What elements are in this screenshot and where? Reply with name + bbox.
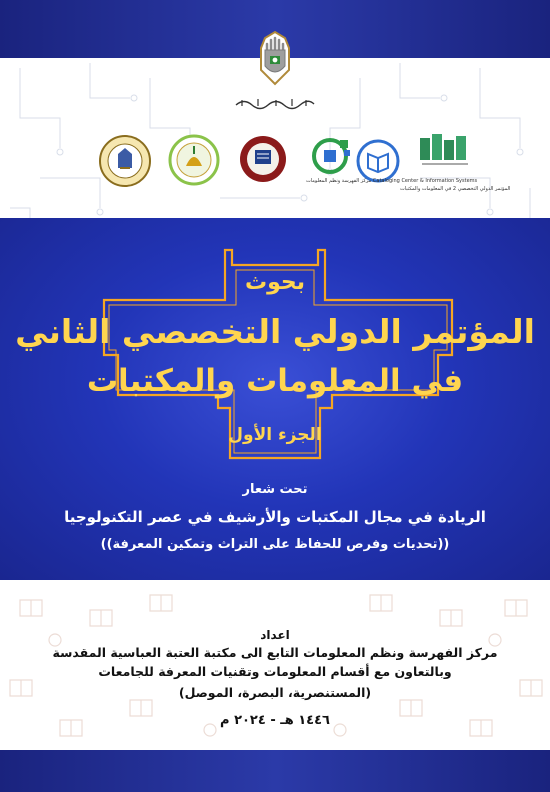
slogan-lead: تحت شعار <box>242 482 308 497</box>
prepared-by-line-3: (المستنصرية، البصرة، الموصل) <box>178 685 372 700</box>
publication-date: ١٤٤٦ هـ - ٢٠٢٤ م <box>220 713 330 728</box>
conference-2-caption: المؤتمر الدولي التخصصي 2 في المعلومات والمكتبات <box>400 186 511 192</box>
title-conference: المؤتمر الدولي التخصصي الثاني <box>15 312 535 351</box>
title-part: الجزء الأول <box>228 425 322 445</box>
title-field: في المعلومات والمكتبات <box>86 363 464 399</box>
prepared-by-line-2: وبالتعاون مع أقسام المعلومات وتقنيات المعرفة للجامعات <box>98 664 452 679</box>
bottom-blue-band <box>0 750 550 792</box>
prepared-by-label: اعداد <box>260 628 290 642</box>
prepared-by-line-1: مركز الفهرسة ونظم المعلومات التابع الى مكتبة العتبة العباسية المقدسة <box>52 645 498 660</box>
slogan-main: الريادة في مجال المكتبات والأرشيف في عصر التكنولوجيا <box>64 508 486 526</box>
cataloging-center-caption: مركز الفهرسة ونظم المعلومات Cataloging Center & Information Systems <box>306 178 478 184</box>
title-buhuth: بحوث <box>244 270 306 295</box>
slogan-sub: ((تحديات وفرص للحفاظ على التراث وتمكين المعرفة)) <box>100 537 450 552</box>
